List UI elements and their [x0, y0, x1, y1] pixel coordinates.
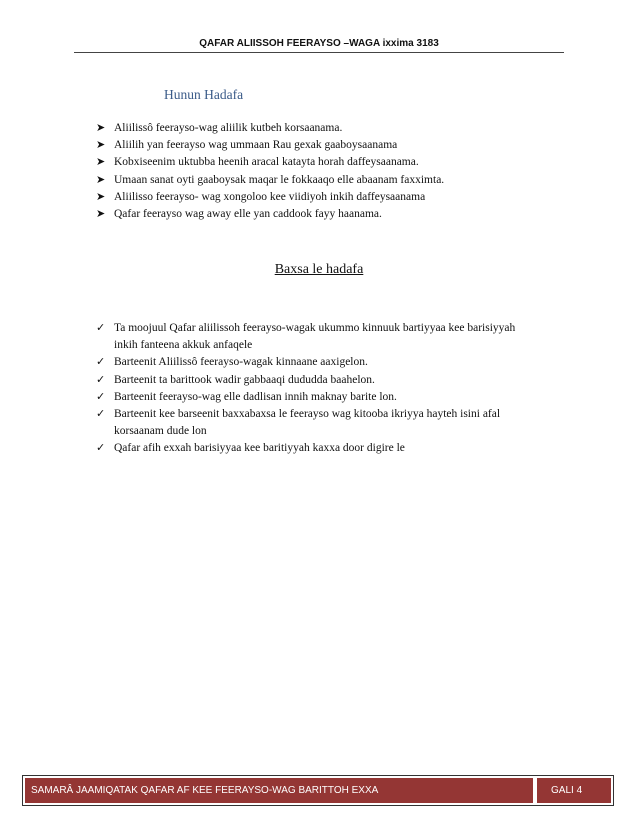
- list-item-text: Barteenit Aliilissô feerayso-wagak kinnaane aaxigelon.: [114, 356, 368, 369]
- list-item-text: Aliilih yan feerayso wag ummaan Rau gexak gaaboysaanama: [114, 139, 398, 152]
- general-goals-list: [96, 120, 546, 223]
- list-item-text: Ta moojuul Qafar aliilissoh feerayso-wagak ukummo kinnuuk bartiyyaa kee barisiyyah: [114, 322, 516, 334]
- arrow-bullet-icon: ➤: [96, 122, 106, 134]
- checkmark-icon: ✓: [96, 408, 106, 421]
- list-item-text: Qafar feerayso wag away elle yan caddook fayy haanama.: [114, 208, 382, 221]
- footer-institution-label: SAMARÂ JAAMIQATAK QAFAR AF KEE FEERAYSO-WAG BARITTOH EXXA: [25, 778, 533, 803]
- list-item-text: Qafar afih exxah barisiyyaa kee baritiyyah kaxxa door digire le: [114, 442, 405, 455]
- list-item-text: Aliilissô feerayso-wag aliilik kutbeh korsaanama.: [114, 122, 343, 134]
- page-header-title: QAFAR ALIISSOH FEERAYSO –WAGA ixxima 3183: [199, 38, 439, 49]
- page-footer: [22, 775, 614, 806]
- list-item-text: Barteenit feerayso-wag elle dadlisan innih maknay barite lon.: [114, 390, 397, 403]
- list-item-text: Kobxiseenim uktubba heenih aracal katayta horah daffeysaanama.: [114, 156, 419, 169]
- list-item: [96, 189, 546, 206]
- list-item: [96, 320, 562, 354]
- arrow-bullet-icon: ➤: [96, 190, 106, 203]
- list-item: [96, 206, 546, 223]
- list-item-text: Aliilisso feerayso- wag xongoloo kee viidiyoh inkih daffeysaanama: [114, 190, 426, 203]
- list-item: [96, 154, 546, 171]
- arrow-bullet-icon: ➤: [96, 173, 106, 186]
- arrow-bullet-icon: ➤: [96, 208, 106, 221]
- checkmark-icon: ✓: [96, 356, 106, 369]
- section-heading-general-goals: Hunun Hadafa: [164, 87, 244, 102]
- footer-page-number: GALI 4: [537, 778, 611, 803]
- list-item-text: Barteenit kee barseenit baxxabaxsa le feerayso wag kitooba ikriyya hayteh isini afal: [114, 408, 501, 421]
- list-item-text-continued: inkih fanteena akkuk anfaqele: [114, 339, 253, 352]
- arrow-bullet-icon: ➤: [96, 139, 106, 152]
- list-item: [96, 372, 562, 389]
- checkmark-icon: ✓: [96, 390, 106, 403]
- header-rule: [74, 52, 564, 53]
- section-heading-specific-goals: Baxsa le hadafa: [274, 262, 364, 277]
- checkmark-icon: ✓: [96, 322, 106, 334]
- list-item: [96, 120, 546, 137]
- arrow-bullet-icon: ➤: [96, 156, 106, 169]
- list-item-text-continued: korsaanam dude lon: [114, 425, 207, 438]
- list-item: [96, 440, 562, 457]
- checkmark-icon: ✓: [96, 442, 106, 455]
- list-item-text: Barteenit ta barittook wadir gabbaaqi dududda baahelon.: [114, 373, 375, 386]
- list-item: [96, 172, 546, 189]
- list-item: [96, 406, 562, 440]
- list-item: [96, 354, 562, 371]
- list-item: [96, 389, 562, 406]
- checkmark-icon: ✓: [96, 373, 106, 386]
- list-item: [96, 137, 546, 154]
- list-item-text: Umaan sanat oyti gaaboysak maqar le fokkaaqo elle abaanam faxximta.: [114, 173, 445, 186]
- specific-goals-list: [96, 320, 562, 458]
